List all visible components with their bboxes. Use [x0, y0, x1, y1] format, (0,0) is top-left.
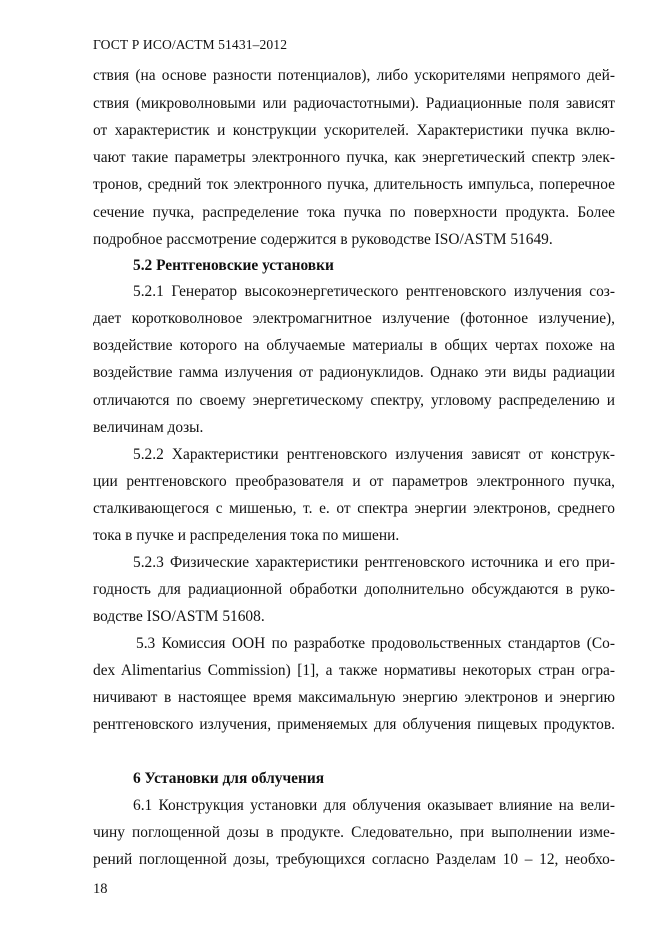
- body-text-line: чину поглощенной дозы в продукте. Следовательно, при выполнении изме-: [93, 824, 615, 841]
- page-number: 18: [93, 881, 108, 897]
- body-text-line: сталкивающегося с мишенью, т. е. от спектра энергии электронов, среднего: [93, 500, 615, 517]
- body-text-line: чают такие параметры электронного пучка, как энергетический спектр элек-: [93, 149, 615, 166]
- body-text-line: воздействие которого на облучаемые материалы в общих чертах похоже на: [93, 337, 615, 354]
- body-text-line: годность для радиационной обработки дополнительно обсуждаются в руко-: [93, 581, 615, 598]
- body-text-line: 5.2.3 Физические характеристики рентгеновского источника и его при-: [133, 554, 615, 571]
- body-text-line: дает коротковолновое электромагнитное излучение (фотонное излучение),: [93, 310, 615, 327]
- body-text-line: ции рентгеновского преобразователя и от параметров электронного пучка,: [93, 473, 615, 490]
- body-text-line: ствия (микроволновыми или радиочастотными). Радиационные поля зависят: [93, 95, 615, 112]
- document-header: ГОСТ Р ИСО/АСТМ 51431–2012: [93, 37, 288, 52]
- body-text-line: тока в пучке и распределения тока по мишени.: [93, 527, 400, 544]
- section-heading-6: 6 Установки для облучения: [133, 770, 325, 787]
- body-text-line: рентгеновского излучения, применяемых для облучения пищевых продуктов.: [93, 716, 615, 733]
- body-text-line: воздействие гамма излучения от радионуклидов. Однако эти виды радиации: [93, 364, 615, 381]
- body-text-line: dex Alimentarius Commission) [1], а также нормативы некоторых стран огра-: [93, 662, 615, 679]
- body-text-line: подробное рассмотрение содержится в руководстве ISO/ASTM 51649.: [93, 231, 553, 248]
- body-text-line: 5.3 Комиссия ООН по разработке продовольственных стандартов (Co-: [136, 635, 615, 652]
- body-text-line: 5.2.2 Характеристики рентгеновского излучения зависят от конструк-: [133, 446, 615, 463]
- body-text-line: ничивают в настоящее время максимальную энергию электронов и энергию: [93, 689, 615, 706]
- body-text-line: величинам дозы.: [93, 419, 204, 436]
- body-text-line: 6.1 Конструкция установки для облучения оказывает влияние на вели-: [133, 797, 615, 814]
- body-text-line: отличаются по своему энергетическому спектру, угловому распределению и: [93, 392, 615, 409]
- body-text-line: рений поглощенной дозы, требующихся согласно Разделам 10 – 12, необхо-: [93, 851, 615, 868]
- body-text-line: ствия (на основе разности потенциалов), либо ускорителями непрямого дей-: [93, 67, 615, 84]
- body-text-line: сечение пучка, распределение тока пучка по поверхности продукта. Более: [93, 204, 615, 221]
- body-text-line: тронов, средний ток электронного пучка, длительность импульса, поперечное: [93, 176, 615, 193]
- section-heading-5-2: 5.2 Рентгеновские установки: [133, 257, 334, 274]
- body-text-line: 5.2.1 Генератор высокоэнергетического рентгеновского излучения соз-: [133, 283, 615, 300]
- body-text-line: водстве ISO/ASTM 51608.: [93, 608, 265, 625]
- body-text-line: от характеристик и конструкции ускорителей. Характеристики пучка вклю-: [93, 122, 615, 139]
